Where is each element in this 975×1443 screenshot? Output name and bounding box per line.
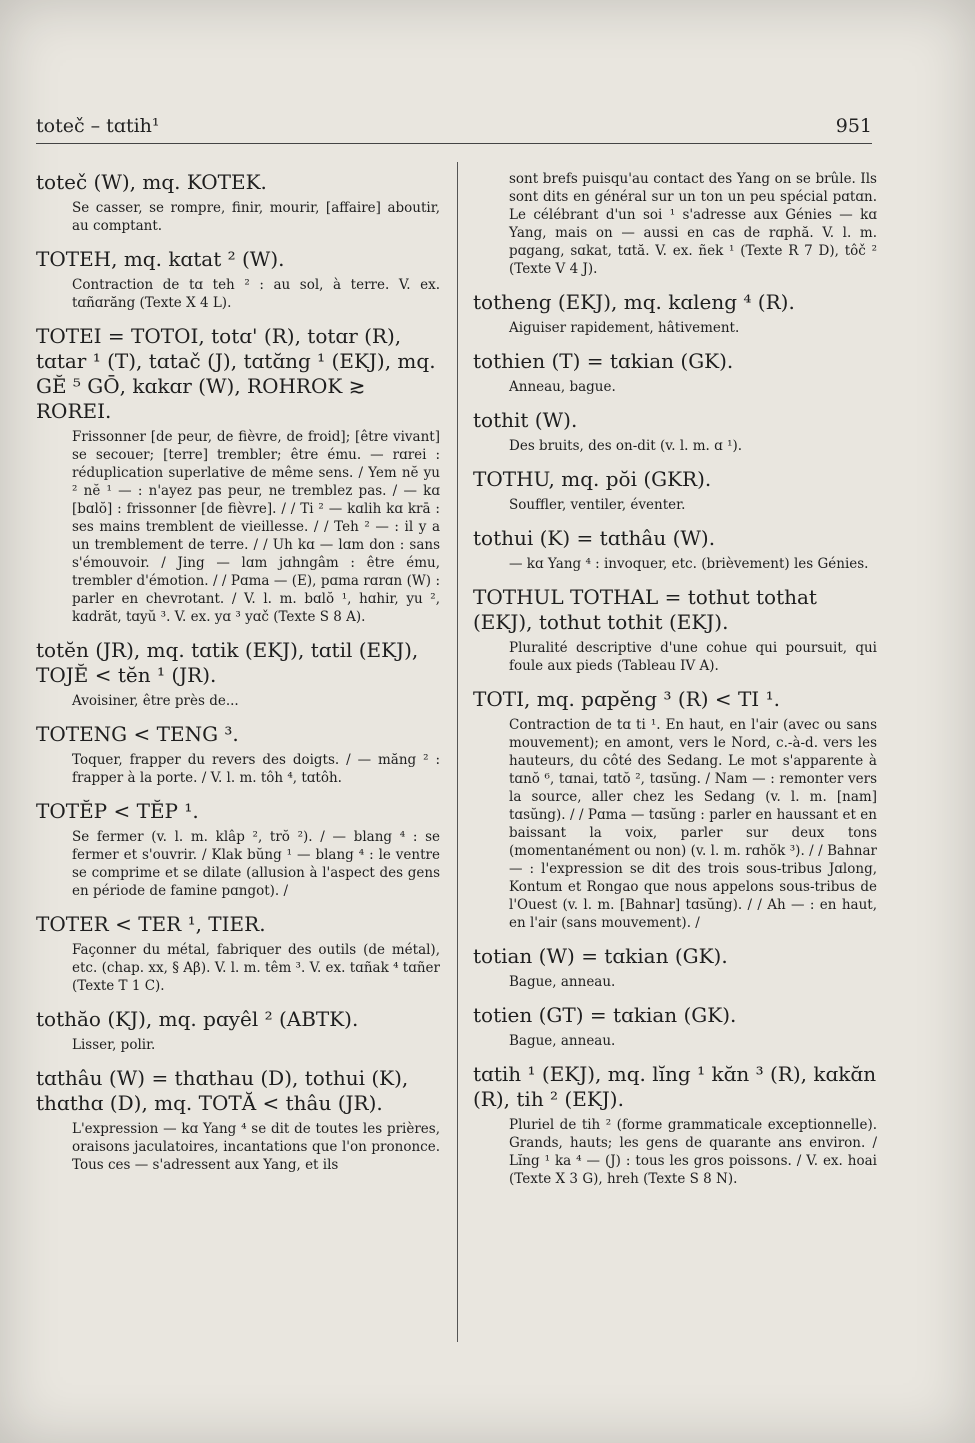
dictionary-entry	[473, 290, 877, 337]
page-number: 951	[835, 115, 872, 137]
entry-headword: tɑthâu (W) = thɑthau (D), tothui (K), thɑthɑ (D), mq. TOTĂ < thâu (JR).	[36, 1066, 409, 1115]
running-head: totеč – tɑtih¹	[36, 115, 160, 137]
entry-definition: Avoisiner, être près de...	[72, 693, 239, 709]
entry-definition: Des bruits, des on-dit (v. l. m. ɑ ¹).	[509, 438, 743, 454]
dictionary-entry	[36, 170, 440, 235]
entry-definition: Pluralité descriptive d'une cohue qui poursuit, qui foule aux pieds (Tableau IV A).	[509, 640, 877, 674]
header-rule	[36, 143, 872, 144]
entry-headword: totien (GT) = tɑkian (GK).	[473, 1003, 737, 1027]
dictionary-entry	[36, 799, 440, 900]
entry-definition: Aiguiser rapidement, hâtivement.	[509, 320, 740, 336]
dictionary-entry	[473, 687, 877, 932]
entry-definition: sont brefs puisqu'au contact des Yang on se brûle. Ils sont dits en général sur un ton un peu spécial pɑtɑn. Le célébrant d'un soi ¹ s'adresse aux Génies — kɑ Yang, mais on — aussi en cas de rɑphă. V. l. m. pɑgang, sɑkat, tɑtă. V. ex. ñek ¹ (Texte R 7 D), tôč ² (Texte V 4 J).	[509, 171, 877, 277]
entry-definition: Anneau, bague.	[509, 379, 616, 395]
dictionary-entry	[36, 324, 440, 626]
dictionary-entry	[473, 408, 877, 455]
entry-headword: TOTI, mq. pɑpĕng ³ (R) < TI ¹.	[473, 687, 780, 711]
entry-headword: totheng (EKJ), mq. kɑleng ⁴ (R).	[473, 290, 795, 314]
entry-definition: Bague, anneau.	[509, 1033, 616, 1049]
dictionary-entry	[36, 722, 440, 787]
dictionary-entry	[473, 1062, 877, 1188]
entry-headword: totеč (W), mq. KOTEK.	[36, 170, 267, 194]
dictionary-entry	[36, 247, 440, 312]
entry-definition: L'expression — kɑ Yang ⁴ se dit de toutes les prières, oraisons jaculatoires, incantations que l'on prononce. Tous ces — s'adressent aux Yang, et ils	[72, 1121, 440, 1173]
page-header	[36, 115, 872, 145]
column-divider	[457, 162, 458, 1342]
dictionary-entry	[473, 1003, 877, 1050]
entry-headword: TOTEH, mq. kɑtat ² (W).	[36, 247, 285, 271]
entry-definition: Lisser, polir.	[72, 1037, 156, 1053]
left-column	[36, 170, 440, 1186]
dictionary-entry	[36, 1066, 440, 1174]
entry-definition: Toquer, frapper du revers des doigts. / — măng ² : frapper à la porte. / V. l. m. tôh ⁴, tɑtôh.	[72, 752, 440, 786]
entry-headword: TOTER < TER ¹, TIER.	[36, 912, 266, 936]
entry-definition: Bague, anneau.	[509, 974, 616, 990]
dictionary-entry	[473, 944, 877, 991]
right-column	[473, 170, 877, 1200]
entry-headword: TOTHUL TOTHAL = tothut tothat (EKJ), tothut tothit (EKJ).	[473, 585, 817, 634]
entry-headword: tothăo (KJ), mq. pɑyêl ² (ABTK).	[36, 1007, 359, 1031]
entry-headword: TOTENG < TENG ³.	[36, 722, 239, 746]
dictionary-entry	[36, 912, 440, 995]
dictionary-entry	[473, 170, 877, 278]
entry-definition: Façonner du métal, fabriquer des outils (de métal), etc. (chap. xx, § Aβ). V. l. m. têm ³. V. ex. tɑñak ⁴ tɑñer (Texte T 1 C).	[72, 942, 440, 994]
entry-definition: Se casser, se rompre, finir, mourir, [affaire] aboutir, au comptant.	[72, 200, 440, 234]
entry-headword: TOTĔP < TĔP ¹.	[36, 799, 199, 823]
dictionary-entry	[36, 1007, 440, 1054]
entry-definition: Frissonner [de peur, de fièvre, de froid]; [être vivant] se secouer; [terre] trembler; être ému. — rɑrei : réduplication superlative de même sens. / Yem nĕ yu ² nĕ ¹ — : n'ayez pas peur, ne tremblez pas. / — kɑ [bɑlŏ] : frissonner [de fièvre]. / / Ti ² — kɑlih kɑ krā : ses mains tremblent de vieillesse. / / Teh ² — : il y a un tremblement de terre. / / Uh kɑ — lɑm don : sans s'émouvoir. / Jing — lɑm jɑhngâm : être ému, trembler d'émotion. / / Pɑma — (E), pɑma rɑrɑn (W) : parler en chevrotant. / V. l. m. bɑlŏ ¹, hɑhir, yu ², kɑdrăt, tɑyŭ ³. V. ex. yɑ ³ yɑč (Texte S 8 A).	[72, 429, 440, 625]
dictionary-entry	[473, 467, 877, 514]
entry-headword: TOTHU, mq. pŏi (GKR).	[473, 467, 712, 491]
entry-definition: Contraction de tɑ ti ¹. En haut, en l'air (avec ou sans mouvement); en amont, vers le Nord, c.-à-d. vers les hauteurs, du côté des Sedang. Le mot s'apparente à tɑnŏ ⁶, tɑnai, tɑtŏ ², tɑsŭng. / Nam — : remonter vers la source, aller chez les Sedang (v. l. m. [nam] tɑsŭng). / / Pɑma — tɑsŭng : parler en haussant et en baissant la voix, parler sur deux tons (momentanément ou non) (v. l. m. rɑhŏk ³). / / Bahnar — : l'expression se dit des trois sous-tribus Jɑlong, Kontum et Rongao que nous appelons sous-tribus de l'Ouest (v. l. m. [Bahnar] tɑsŭng). / / Ah — : en haut, en l'air (sans mouvement). /	[509, 717, 877, 931]
entry-headword: totian (W) = tɑkian (GK).	[473, 944, 728, 968]
entry-definition: — kɑ Yang ⁴ : invoquer, etc. (brièvement) les Génies.	[509, 556, 869, 572]
dictionary-entry	[473, 526, 877, 573]
entry-definition: Souffler, ventiler, éventer.	[509, 497, 686, 513]
entry-definition: Pluriel de tih ² (forme grammaticale exceptionnelle). Grands, hauts; les gens de quarante ans environ. / Lĭng ¹ ka ⁴ — (J) : tous les gros poissons. / V. ex. hoai (Texte X 3 G), hreh (Texte S 8 N).	[509, 1117, 877, 1187]
entry-headword: tɑtih ¹ (EKJ), mq. lĭng ¹ kɑ̆n ³ (R), kɑkɑ̆n (R), tih ² (EKJ).	[473, 1062, 877, 1111]
dictionary-entry	[473, 349, 877, 396]
entry-headword: tothien (T) = tɑkian (GK).	[473, 349, 734, 373]
entry-headword: tothit (W).	[473, 408, 578, 432]
entry-headword: totĕn (JR), mq. tɑtik (EKJ), tɑtil (EKJ), TOJĔ < tĕn ¹ (JR).	[36, 638, 419, 687]
dictionary-entry	[36, 638, 440, 710]
entry-headword: tothui (K) = tɑthâu (W).	[473, 526, 716, 550]
entry-definition: Se fermer (v. l. m. klâp ², trŏ ²). / — blang ⁴ : se fermer et s'ouvrir. / Klak bŭng ¹ — blang ⁴ : le ventre se comprime et se dilate (allusion à l'aspect des gens en période de famine pɑngot). /	[72, 829, 440, 899]
dictionary-entry	[473, 585, 877, 675]
entry-headword: TOTEI = TOTOI, totɑ' (R), totɑr (R), tɑtar ¹ (T), tɑtač (J), tɑtɑ̆ng ¹ (EKJ), mq. GĔ ⁵ GŌ, kɑkɑr (W), ROHROK ≳ ROREI.	[36, 324, 436, 423]
entry-definition: Contraction de tɑ teh ² : au sol, à terre. V. ex. tɑñɑrăng (Texte X 4 L).	[72, 277, 440, 311]
